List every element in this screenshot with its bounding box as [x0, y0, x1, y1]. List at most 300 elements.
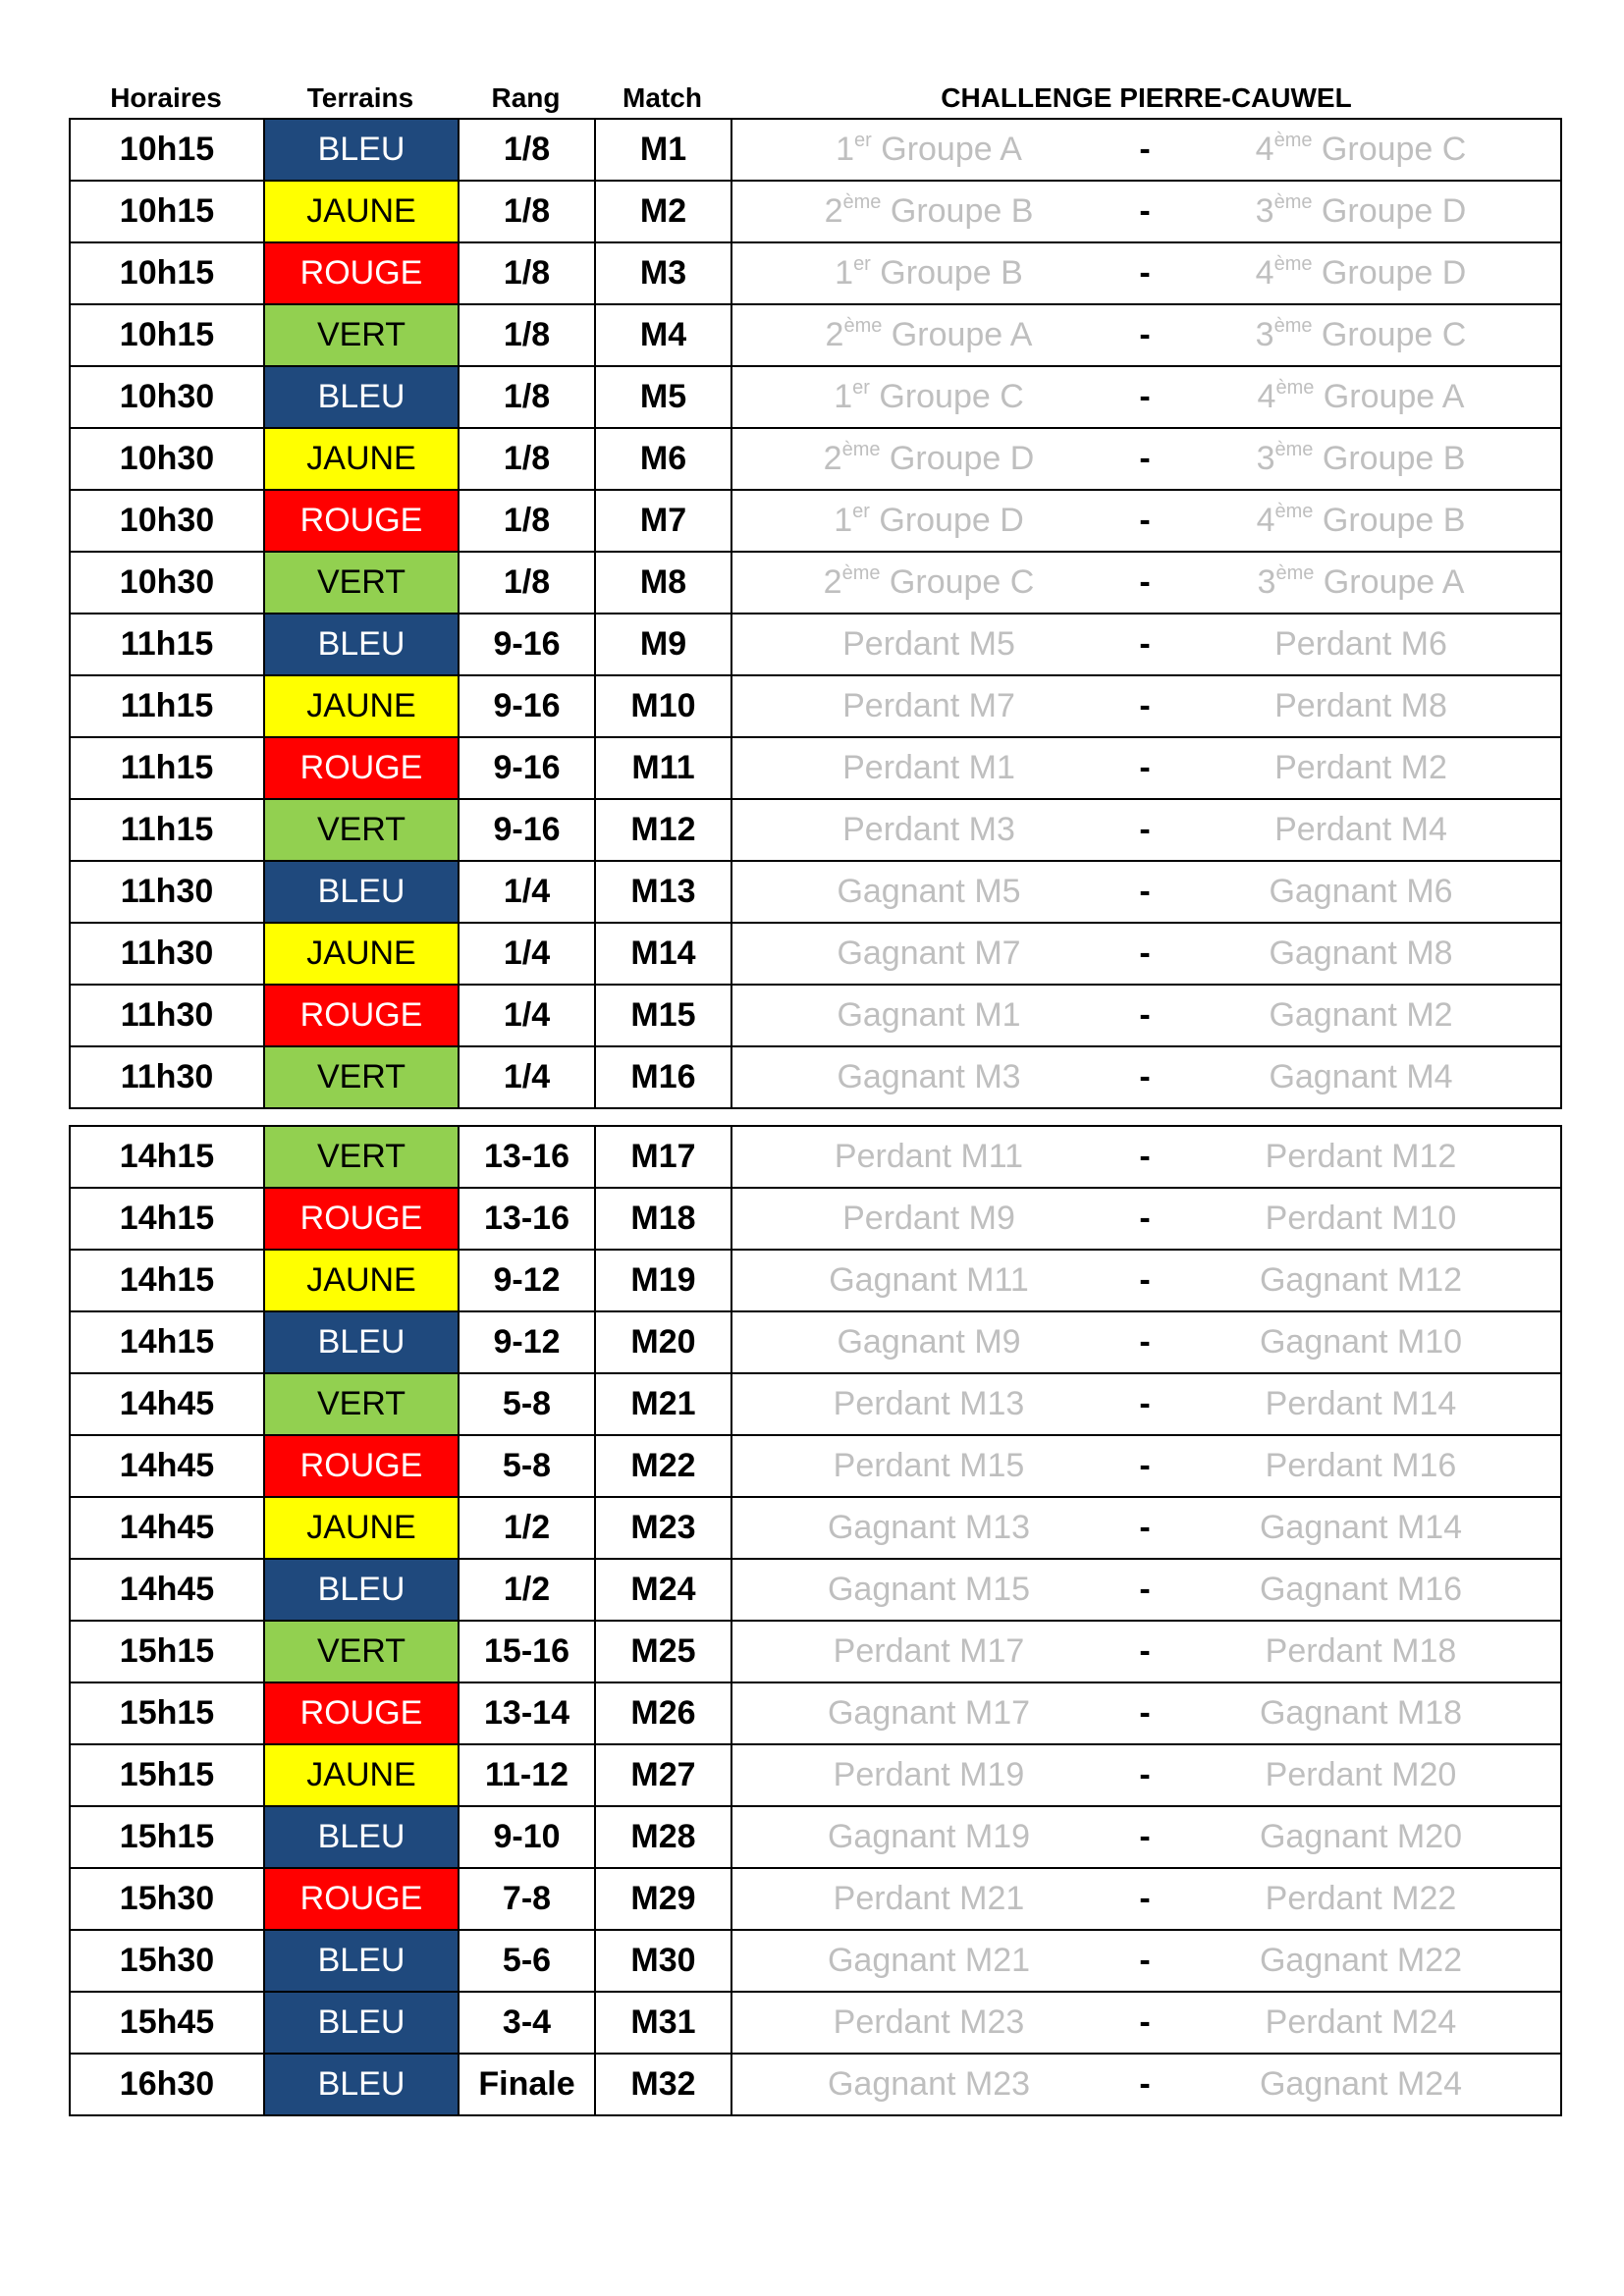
- teams-wrap: [732, 316, 1560, 354]
- match-id-cell: M11: [595, 737, 731, 799]
- header-terrains: Terrains: [306, 82, 414, 113]
- header-horaires: Horaires: [110, 82, 222, 113]
- teams-cell: [731, 552, 1561, 614]
- match-row: [70, 1559, 1561, 1621]
- team-label: Groupe A: [882, 316, 1033, 353]
- team-rank-suffix: er: [853, 253, 871, 275]
- header-match: Match: [623, 82, 702, 113]
- team-b: [1164, 1385, 1557, 1423]
- match-id-cell: M17: [595, 1126, 731, 1188]
- versus-dash: -: [1139, 1200, 1151, 1237]
- rang-cell: 5-8: [459, 1373, 595, 1435]
- terrain-cell: VERT: [264, 552, 459, 614]
- team-label: Perdant M1: [842, 749, 1015, 786]
- team-label: Groupe C: [1312, 131, 1467, 168]
- teams-cell: [731, 923, 1561, 985]
- team-b: [1164, 563, 1557, 602]
- rang-cell: 11-12: [459, 1744, 595, 1806]
- team-label: Gagnant M10: [1259, 1323, 1463, 1361]
- time-cell: 15h15: [70, 1682, 264, 1744]
- team-label: Perdant M10: [1265, 1200, 1457, 1237]
- rang-cell: 1/2: [459, 1497, 595, 1559]
- time-cell: 10h15: [70, 304, 264, 366]
- team-a: [732, 563, 1125, 602]
- time-cell: 11h30: [70, 923, 264, 985]
- team-label: Gagnant M23: [827, 2065, 1031, 2103]
- teams-cell: [731, 1992, 1561, 2054]
- team-rank-suffix: ème: [1275, 377, 1315, 399]
- terrain-cell: BLEU: [264, 366, 459, 428]
- team-a: [732, 1571, 1125, 1609]
- team-rank-number: 2: [824, 192, 843, 230]
- terrain-cell: JAUNE: [264, 1744, 459, 1806]
- teams-wrap: [732, 1632, 1560, 1671]
- team-label: Gagnant M12: [1259, 1261, 1463, 1299]
- teams-cell: [731, 1744, 1561, 1806]
- rang-cell: 9-16: [459, 614, 595, 675]
- match-row: [70, 1311, 1561, 1373]
- team-rank-suffix: ème: [1274, 439, 1314, 460]
- match-row: [70, 181, 1561, 242]
- time-cell: 10h15: [70, 181, 264, 242]
- terrain-cell: ROUGE: [264, 1188, 459, 1250]
- team-rank-suffix: er: [852, 501, 870, 522]
- match-id-cell: M15: [595, 985, 731, 1046]
- team-b: [1164, 1058, 1557, 1096]
- team-b: [1164, 1323, 1557, 1362]
- match-row: [70, 861, 1561, 923]
- terrain-cell: VERT: [264, 304, 459, 366]
- match-id-cell: M6: [595, 428, 731, 490]
- match-row: [70, 1992, 1561, 2054]
- team-label: Gagnant M1: [837, 996, 1021, 1034]
- teams-wrap: [732, 563, 1560, 602]
- team-label: Groupe A: [871, 131, 1022, 168]
- teams-wrap: [732, 2065, 1560, 2104]
- rang-cell: 1/8: [459, 366, 595, 428]
- versus-dash: -: [1139, 1138, 1151, 1175]
- rang-cell: 13-16: [459, 1126, 595, 1188]
- terrain-cell: BLEU: [264, 1992, 459, 2054]
- team-label: Perdant M3: [842, 811, 1015, 848]
- team-rank-suffix: ème: [1273, 315, 1313, 337]
- time-cell: 10h15: [70, 242, 264, 304]
- team-label: Groupe B: [1313, 440, 1466, 477]
- team-label: Perdant M12: [1265, 1138, 1457, 1175]
- team-rank-number: 4: [1255, 131, 1274, 168]
- team-label: Perdant M20: [1265, 1756, 1457, 1793]
- teams-wrap: [732, 1323, 1560, 1362]
- match-row: [70, 614, 1561, 675]
- team-label: Gagnant M24: [1259, 2065, 1463, 2103]
- match-id-cell: M24: [595, 1559, 731, 1621]
- team-label: Gagnant M11: [829, 1261, 1029, 1299]
- teams-wrap: [732, 1509, 1560, 1547]
- teams-wrap: [732, 996, 1560, 1035]
- rang-cell: 1/8: [459, 242, 595, 304]
- team-label: Perdant M21: [833, 1880, 1025, 1917]
- time-cell: 15h30: [70, 1868, 264, 1930]
- match-id-cell: M27: [595, 1744, 731, 1806]
- team-rank-suffix: er: [854, 130, 872, 151]
- terrain-cell: ROUGE: [264, 985, 459, 1046]
- team-label: Gagnant M8: [1269, 934, 1453, 972]
- match-row: [70, 1621, 1561, 1682]
- rang-cell: 1/8: [459, 552, 595, 614]
- team-b: [1164, 1509, 1557, 1547]
- match-row: [70, 737, 1561, 799]
- teams-wrap: [732, 1756, 1560, 1794]
- rang-cell: 1/8: [459, 304, 595, 366]
- match-id-cell: M20: [595, 1311, 731, 1373]
- versus-dash: -: [1139, 811, 1151, 848]
- team-label: Groupe D: [869, 502, 1024, 539]
- team-a: [732, 873, 1125, 911]
- team-a: [732, 378, 1125, 416]
- team-label: Gagnant M16: [1259, 1571, 1463, 1608]
- terrain-cell: BLEU: [264, 1806, 459, 1868]
- time-cell: 14h15: [70, 1126, 264, 1188]
- match-row: [70, 490, 1561, 552]
- terrain-cell: BLEU: [264, 119, 459, 181]
- team-b: [1164, 131, 1557, 169]
- versus-dash: -: [1139, 1632, 1151, 1670]
- teams-wrap: [732, 1818, 1560, 1856]
- afternoon-table: [69, 1125, 1562, 2116]
- team-label: Groupe C: [880, 563, 1035, 601]
- team-a: [732, 440, 1125, 478]
- teams-wrap: [732, 192, 1560, 231]
- team-rank-suffix: ème: [1273, 130, 1313, 151]
- terrain-cell: ROUGE: [264, 1682, 459, 1744]
- team-b: [1164, 996, 1557, 1035]
- team-a: [732, 811, 1125, 849]
- team-b: [1164, 1942, 1557, 1980]
- team-label: Perdant M5: [842, 625, 1015, 663]
- team-label: Gagnant M18: [1259, 1694, 1463, 1732]
- terrain-cell: ROUGE: [264, 737, 459, 799]
- versus-dash: -: [1139, 1058, 1151, 1095]
- team-rank-number: 3: [1257, 563, 1276, 601]
- rang-cell: 13-14: [459, 1682, 595, 1744]
- teams-wrap: [732, 1880, 1560, 1918]
- time-cell: 14h15: [70, 1188, 264, 1250]
- team-rank-suffix: ème: [1273, 253, 1313, 275]
- time-cell: 11h15: [70, 799, 264, 861]
- rang-cell: 5-8: [459, 1435, 595, 1497]
- time-cell: 14h45: [70, 1559, 264, 1621]
- terrain-cell: JAUNE: [264, 1497, 459, 1559]
- teams-cell: [731, 366, 1561, 428]
- team-label: Groupe B: [870, 254, 1023, 292]
- teams-wrap: [732, 440, 1560, 478]
- team-a: [732, 625, 1125, 664]
- team-label: Perdant M19: [833, 1756, 1025, 1793]
- team-label: Perdant M22: [1265, 1880, 1457, 1917]
- match-row: [70, 1682, 1561, 1744]
- teams-wrap: [732, 131, 1560, 169]
- teams-wrap: [732, 934, 1560, 973]
- rang-cell: 9-10: [459, 1806, 595, 1868]
- versus-dash: -: [1139, 1385, 1151, 1422]
- match-id-cell: M2: [595, 181, 731, 242]
- match-row: [70, 1250, 1561, 1311]
- teams-wrap: [732, 1200, 1560, 1238]
- team-rank-suffix: ème: [1274, 501, 1314, 522]
- team-a: [732, 502, 1125, 540]
- terrain-cell: ROUGE: [264, 1868, 459, 1930]
- team-a: [732, 996, 1125, 1035]
- terrain-cell: BLEU: [264, 861, 459, 923]
- team-b: [1164, 378, 1557, 416]
- team-label: Groupe C: [869, 378, 1024, 415]
- teams-wrap: [732, 502, 1560, 540]
- teams-wrap: [732, 873, 1560, 911]
- team-a: [732, 1694, 1125, 1733]
- terrain-cell: BLEU: [264, 1930, 459, 1992]
- team-label: Groupe D: [880, 440, 1035, 477]
- terrain-cell: ROUGE: [264, 1435, 459, 1497]
- team-label: Gagnant M14: [1259, 1509, 1463, 1546]
- match-id-cell: M28: [595, 1806, 731, 1868]
- versus-dash: -: [1139, 749, 1151, 786]
- time-cell: 10h30: [70, 428, 264, 490]
- teams-cell: [731, 490, 1561, 552]
- time-cell: 15h15: [70, 1806, 264, 1868]
- teams-wrap: [732, 1447, 1560, 1485]
- terrain-cell: VERT: [264, 1373, 459, 1435]
- team-a: [732, 2065, 1125, 2104]
- team-label: Gagnant M2: [1269, 996, 1453, 1034]
- rang-cell: 1/8: [459, 119, 595, 181]
- versus-dash: -: [1139, 1818, 1151, 1855]
- match-id-cell: M10: [595, 675, 731, 737]
- rang-cell: 1/4: [459, 861, 595, 923]
- time-cell: 10h30: [70, 490, 264, 552]
- match-row: [70, 1126, 1561, 1188]
- team-rank-number: 4: [1256, 502, 1275, 539]
- versus-dash: -: [1139, 563, 1151, 601]
- team-rank-number: 2: [823, 440, 842, 477]
- team-rank-suffix: ème: [1273, 191, 1313, 213]
- team-b: [1164, 1261, 1557, 1300]
- team-b: [1164, 1818, 1557, 1856]
- rang-cell: 9-16: [459, 799, 595, 861]
- team-b: [1164, 254, 1557, 293]
- versus-dash: -: [1139, 378, 1151, 415]
- team-rank-suffix: ème: [841, 562, 881, 584]
- match-row: [70, 1806, 1561, 1868]
- rang-cell: 1/8: [459, 181, 595, 242]
- rang-cell: 9-12: [459, 1250, 595, 1311]
- team-label: Gagnant M20: [1259, 1818, 1463, 1855]
- match-id-cell: M14: [595, 923, 731, 985]
- match-row: [70, 119, 1561, 181]
- team-b: [1164, 1880, 1557, 1918]
- versus-dash: -: [1139, 316, 1151, 353]
- teams-cell: [731, 1435, 1561, 1497]
- team-a: [732, 1138, 1125, 1176]
- team-a: [732, 192, 1125, 231]
- teams-cell: [731, 1806, 1561, 1868]
- team-b: [1164, 440, 1557, 478]
- team-rank-number: 2: [825, 316, 844, 353]
- team-b: [1164, 687, 1557, 725]
- team-a: [732, 1058, 1125, 1096]
- versus-dash: -: [1139, 1880, 1151, 1917]
- column-header-row: [69, 71, 1562, 118]
- time-cell: 11h15: [70, 737, 264, 799]
- time-cell: 14h45: [70, 1497, 264, 1559]
- team-label: Perdant M6: [1274, 625, 1447, 663]
- teams-cell: [731, 1682, 1561, 1744]
- team-label: Groupe B: [881, 192, 1034, 230]
- rang-cell: 1/8: [459, 490, 595, 552]
- match-id-cell: M16: [595, 1046, 731, 1108]
- team-a: [732, 1323, 1125, 1362]
- afternoon-rows: [70, 1126, 1561, 2115]
- match-row: [70, 366, 1561, 428]
- match-row: [70, 1497, 1561, 1559]
- team-b: [1164, 502, 1557, 540]
- team-label: Perdant M15: [833, 1447, 1025, 1484]
- team-a: [732, 687, 1125, 725]
- rang-cell: 7-8: [459, 1868, 595, 1930]
- team-b: [1164, 1571, 1557, 1609]
- team-a: [732, 1756, 1125, 1794]
- versus-dash: -: [1139, 1323, 1151, 1361]
- team-a: [732, 1261, 1125, 1300]
- teams-cell: [731, 614, 1561, 675]
- teams-wrap: [732, 1261, 1560, 1300]
- match-row: [70, 675, 1561, 737]
- team-rank-number: 3: [1256, 440, 1275, 477]
- match-row: [70, 799, 1561, 861]
- team-b: [1164, 1447, 1557, 1485]
- match-row: [70, 242, 1561, 304]
- teams-cell: [731, 304, 1561, 366]
- teams-wrap: [732, 1138, 1560, 1176]
- rang-cell: 9-12: [459, 1311, 595, 1373]
- team-rank-number: 1: [835, 254, 854, 292]
- terrain-cell: ROUGE: [264, 242, 459, 304]
- match-row: [70, 923, 1561, 985]
- rang-cell: 1/2: [459, 1559, 595, 1621]
- team-rank-number: 2: [823, 563, 842, 601]
- versus-dash: -: [1139, 2065, 1151, 2103]
- teams-cell: [731, 1046, 1561, 1108]
- team-label: Perdant M16: [1265, 1447, 1457, 1484]
- teams-wrap: [732, 1571, 1560, 1609]
- teams-cell: [731, 242, 1561, 304]
- match-id-cell: M32: [595, 2054, 731, 2115]
- match-row: [70, 1868, 1561, 1930]
- header-rang: Rang: [491, 82, 561, 113]
- morning-table: [69, 118, 1562, 1109]
- versus-dash: -: [1139, 254, 1151, 292]
- team-b: [1164, 625, 1557, 664]
- team-a: [732, 1447, 1125, 1485]
- team-label: Gagnant M17: [827, 1694, 1031, 1732]
- teams-cell: [731, 1373, 1561, 1435]
- terrain-cell: VERT: [264, 1126, 459, 1188]
- team-rank-number: 3: [1255, 192, 1274, 230]
- team-a: [732, 749, 1125, 787]
- match-id-cell: M21: [595, 1373, 731, 1435]
- session-gap: [69, 1109, 1562, 1125]
- match-row: [70, 1930, 1561, 1992]
- team-rank-suffix: ème: [841, 439, 881, 460]
- versus-dash: -: [1139, 131, 1151, 168]
- terrain-cell: JAUNE: [264, 923, 459, 985]
- versus-dash: -: [1139, 1756, 1151, 1793]
- teams-wrap: [732, 254, 1560, 293]
- match-id-cell: M9: [595, 614, 731, 675]
- rang-cell: 1/8: [459, 428, 595, 490]
- match-id-cell: M26: [595, 1682, 731, 1744]
- versus-dash: -: [1139, 873, 1151, 910]
- team-a: [732, 934, 1125, 973]
- team-label: Perdant M14: [1265, 1385, 1457, 1422]
- team-label: Gagnant M4: [1269, 1058, 1453, 1095]
- team-b: [1164, 316, 1557, 354]
- team-a: [732, 1385, 1125, 1423]
- rang-cell: 9-16: [459, 737, 595, 799]
- match-row: [70, 428, 1561, 490]
- terrain-cell: VERT: [264, 1621, 459, 1682]
- time-cell: 15h45: [70, 1992, 264, 2054]
- team-label: Perdant M11: [834, 1138, 1024, 1175]
- team-label: Perdant M13: [833, 1385, 1025, 1422]
- match-id-cell: M19: [595, 1250, 731, 1311]
- team-label: Gagnant M7: [837, 934, 1021, 972]
- team-label: Groupe C: [1312, 316, 1467, 353]
- time-cell: 11h15: [70, 614, 264, 675]
- teams-cell: [731, 1868, 1561, 1930]
- team-label: Perdant M23: [833, 2003, 1025, 2041]
- match-row: [70, 304, 1561, 366]
- team-label: Perdant M4: [1274, 811, 1447, 848]
- time-cell: 10h15: [70, 119, 264, 181]
- team-label: Perdant M18: [1265, 1632, 1457, 1670]
- team-b: [1164, 1200, 1557, 1238]
- team-a: [732, 1880, 1125, 1918]
- time-cell: 15h30: [70, 1930, 264, 1992]
- team-label: Groupe D: [1312, 192, 1467, 230]
- team-a: [732, 1942, 1125, 1980]
- teams-cell: [731, 675, 1561, 737]
- team-rank-number: 1: [836, 131, 854, 168]
- schedule-sheet: [69, 71, 1562, 2116]
- time-cell: 14h45: [70, 1435, 264, 1497]
- versus-dash: -: [1139, 934, 1151, 972]
- versus-dash: -: [1139, 1509, 1151, 1546]
- team-b: [1164, 1632, 1557, 1671]
- match-id-cell: M5: [595, 366, 731, 428]
- team-label: Groupe B: [1313, 502, 1466, 539]
- versus-dash: -: [1139, 687, 1151, 724]
- match-id-cell: M4: [595, 304, 731, 366]
- match-id-cell: M1: [595, 119, 731, 181]
- match-id-cell: M30: [595, 1930, 731, 1992]
- team-a: [732, 254, 1125, 293]
- match-row: [70, 1744, 1561, 1806]
- teams-wrap: [732, 749, 1560, 787]
- teams-cell: [731, 1126, 1561, 1188]
- match-row: [70, 552, 1561, 614]
- time-cell: 15h15: [70, 1621, 264, 1682]
- terrain-cell: BLEU: [264, 2054, 459, 2115]
